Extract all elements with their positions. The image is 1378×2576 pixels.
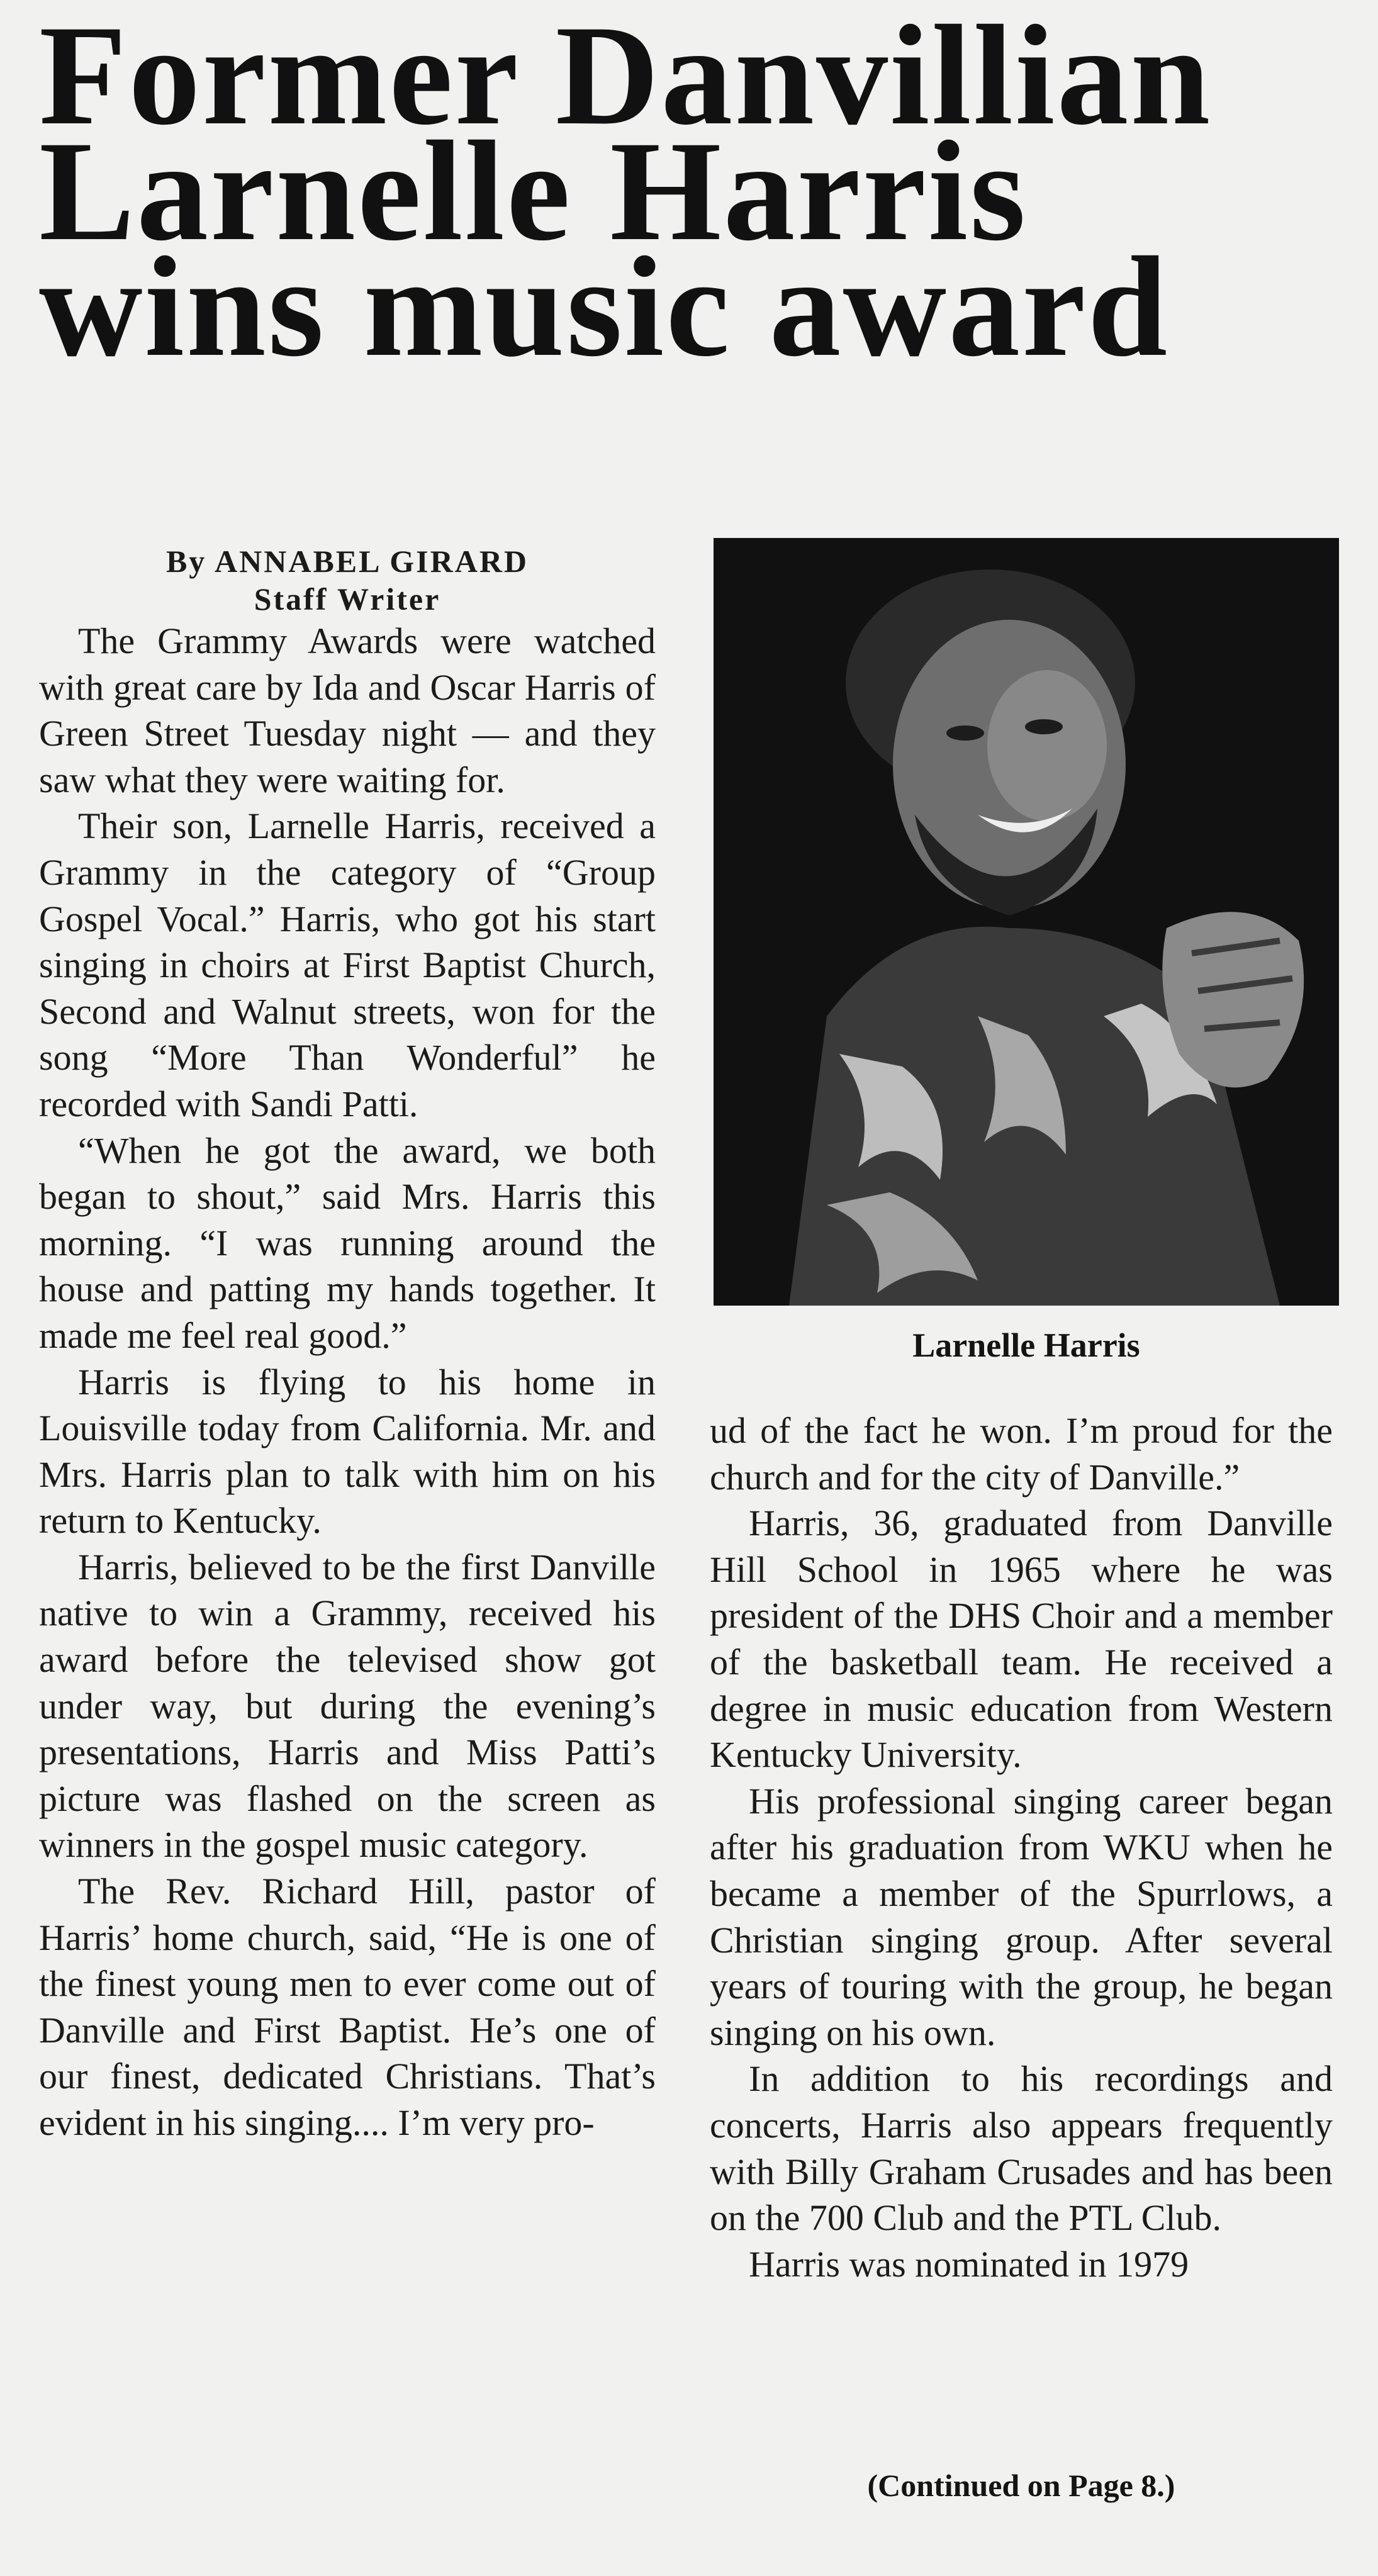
byline-author: By ANNABEL GIRARD [165, 544, 529, 579]
byline [39, 542, 656, 618]
headline-line-3: wins music award [39, 228, 1170, 386]
photo-caption: Larnelle Harris [912, 1326, 1140, 1364]
article-paragraph: In addition to his recordings and concerts, Harris also appears frequently with Billy Graham Crusades and has been on the 700 Club and the PTL Club. [710, 2058, 1333, 2239]
article-paragraph: The Grammy Awards were watched with great care by Ida and Oscar Harris of Green Street Tuesday night — and they saw what they were waiting for. [39, 620, 656, 800]
article-paragraph: Harris, believed to be the first Danville native to win a Grammy, received his award before the televised show got under way, but during the evening’s presentations, Harris and Miss Patti’s picture was flashed on the screen as winners in the gospel music category. [39, 1546, 656, 1866]
article-paragraph-continuation: ud of the fact he won. I’m proud for the church and for the city of Danville.” [710, 1410, 1333, 1498]
article-paragraph: Harris was nominated in 1979 [749, 2243, 1189, 2285]
article-paragraph: Their son, Larnelle Harris, received a Grammy in the category of “Group Gospel Vocal.” Harris, who got his start singing in choirs at First Baptist Church, Second and Walnut streets, won for the song “More Than Wonderful” he recorded with Sandi Patti. [39, 805, 656, 1124]
article-paragraph: His professional singing career began after his graduation from WKU when he became a member of the Spurrlows, a Christian singing group. After several years of touring with the group, he began singing on his own. [710, 1780, 1333, 2053]
byline-role: Staff Writer [254, 581, 441, 617]
portrait-photo [714, 538, 1339, 1306]
headline-line-2: Larnelle Harris [39, 112, 1028, 271]
article-paragraph: “When he got the award, we both began to shout,” said Mrs. Harris this morning. “I was running around the house and patting my hands together. It made me feel real good.” [39, 1129, 656, 1356]
article-paragraph: Harris is flying to his home in Louisville today from California. Mr. and Mrs. Harris plan to talk with him on his return to Kentucky. [39, 1361, 656, 1542]
portrait-illustration [714, 538, 1339, 1306]
headline [39, 0, 1354, 386]
article-paragraph: Harris, 36, graduated from Danville Hill School in 1965 where he was president of the DHS Choir and a member of the basketball team. He received a degree in music education from Western Kentucky University. [710, 1503, 1333, 1776]
headline-line-1: Former Danvillian [39, 0, 1213, 155]
article-column-left [39, 544, 656, 2146]
article-paragraph: The Rev. Richard Hill, pastor of Harris’ home church, said, “He is one of the finest young men to ever come out of Danville and First Baptist. He’s one of our finest, dedicated Christians. That’s evident in his singing.... I’m very pro- [39, 1871, 656, 2143]
continued-on-page-note: (Continued on Page 8.) [867, 2468, 1175, 2503]
article-column-right [710, 1408, 1333, 2287]
